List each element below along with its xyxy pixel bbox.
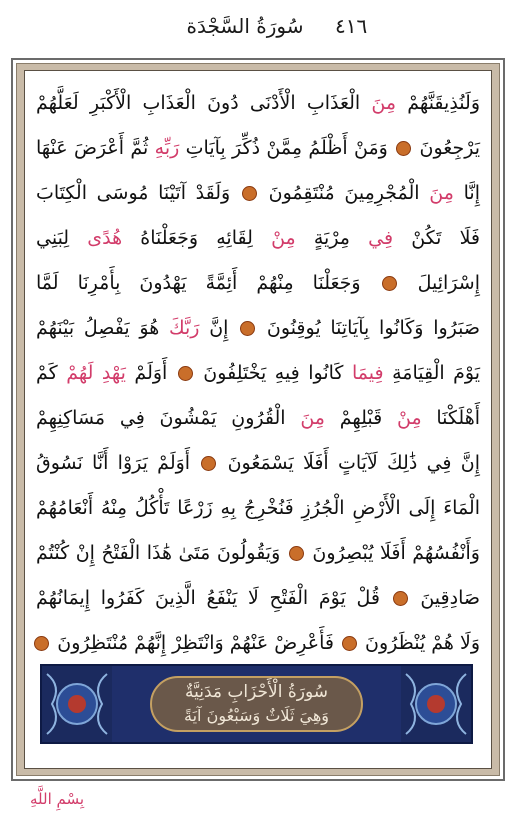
ayah-end-marker-icon bbox=[342, 636, 357, 651]
verse-text: مِرْيَةٍ bbox=[295, 227, 369, 249]
verse-text: الْمَاءَ إِلَى الْأَرْضِ الْجُرُزِ فَنُخْرِجُ بِهِ زَرْعًا تَأْكُلُ مِنْهُ أَنْعَامُهُمْ bbox=[36, 497, 480, 519]
next-surah-title: سُورَةُ الْأَحْزَابِ مَدَنِيَّةٌ bbox=[185, 682, 328, 702]
verse-line bbox=[36, 125, 480, 171]
highlighted-word: مِنَ bbox=[429, 182, 454, 204]
verse-line bbox=[36, 170, 480, 216]
verse-text: إِنَّا bbox=[453, 182, 480, 204]
ayah-end-marker-icon bbox=[396, 141, 411, 156]
highlighted-word: رَبِّهِ bbox=[154, 137, 180, 159]
highlighted-word: فِيمَا bbox=[351, 362, 384, 384]
ayah-end-marker-icon bbox=[240, 321, 255, 336]
verse-text: صَبَرُوا وَكَانُوا بِآيَاتِنَا يُوقِنُونَ bbox=[257, 317, 480, 339]
verse-text: وَمَنْ أَظْلَمُ مِمَّنْ ذُكِّرَ بِآيَاتِ bbox=[179, 137, 395, 159]
highlighted-word: فِي bbox=[368, 227, 394, 249]
verse-line bbox=[36, 350, 480, 396]
ayah-end-marker-icon bbox=[34, 636, 49, 651]
ayah-end-marker-icon bbox=[201, 456, 216, 471]
verse-text: صَادِقِينَ bbox=[409, 587, 480, 609]
ayah-end-marker-icon bbox=[382, 276, 397, 291]
verse-line bbox=[36, 575, 480, 621]
verse-text: إِسْرَائِيلَ bbox=[398, 272, 480, 294]
verse-text: فَأَعْرِضْ عَنْهُمْ وَانْتَظِرْ إِنَّهُمْ مُنْتَظِرُونَ bbox=[51, 632, 340, 654]
highlighted-word: مِنَ bbox=[371, 92, 397, 114]
verse-text: كَمْ bbox=[36, 362, 67, 384]
page-number: ٤١٦ bbox=[335, 14, 368, 38]
highlighted-word: مِنْ bbox=[271, 227, 296, 249]
verse-line bbox=[36, 530, 480, 576]
highlighted-word: مِنْ bbox=[397, 407, 422, 429]
verse-text: وَلَنُذِيقَنَّهُمْ bbox=[396, 92, 480, 114]
next-surah-banner bbox=[40, 664, 473, 744]
next-surah-subtitle: وَهِيَ ثَلَاثٌ وَسَبْعُونَ آيَةً bbox=[184, 706, 329, 725]
highlighted-word: يَهْدِ لَهُمْ bbox=[66, 362, 126, 384]
verse-text: يَوْمَ الْقِيَامَةِ bbox=[383, 362, 481, 384]
verse-text: قُلْ يَوْمَ الْفَتْحِ لَا يَنْفَعُ الَّذِينَ كَفَرُوا إِيمَانُهُمْ bbox=[36, 587, 391, 609]
verse-text: الْمُجْرِمِينَ مُنْتَقِمُونَ bbox=[258, 182, 430, 204]
verse-text: الْقُرُونِ يَمْشُونَ فِي مَسَاكِنِهِمْ bbox=[36, 407, 301, 429]
verse-text: وَلَقَدْ آتَيْنَا مُوسَى الْكِتَابَ bbox=[36, 182, 240, 204]
floral-ornament-right bbox=[401, 666, 471, 742]
verse-line bbox=[36, 305, 480, 351]
verse-line bbox=[36, 620, 480, 666]
verse-text: يَرْجِعُونَ bbox=[413, 137, 480, 159]
verse-text: هُوَ يَفْصِلُ بَيْنَهُمْ bbox=[36, 317, 169, 339]
ayah-end-marker-icon bbox=[393, 591, 408, 606]
verse-text: الْعَذَابِ الْأَدْنَى دُونَ الْعَذَابِ الْأَكْبَرِ لَعَلَّهُمْ bbox=[36, 92, 372, 114]
verse-text: وَأَنْفُسُهُمْ أَفَلَا يُبْصِرُونَ bbox=[305, 542, 480, 564]
verse-line bbox=[36, 485, 480, 531]
ayah-end-marker-icon bbox=[289, 546, 304, 561]
verse-text: وَجَعَلْنَا مِنْهُمْ أَئِمَّةً يَهْدُونَ بِأَمْرِنَا لَمَّا bbox=[36, 272, 380, 294]
verse-text: أَوَلَمْ bbox=[125, 362, 176, 384]
verse-line bbox=[36, 260, 480, 306]
highlighted-word: هُدًى bbox=[87, 227, 123, 249]
verse-text: وَيَقُولُونَ مَتَىٰ هَٰذَا الْفَتْحُ إِنْ كُنْتُمْ bbox=[36, 542, 287, 564]
verse-text: لِقَائِهِ وَجَعَلْنَاهُ bbox=[122, 227, 272, 249]
verse-line bbox=[36, 80, 480, 126]
verse-text: أَهْلَكْنَا bbox=[421, 407, 480, 429]
verse-text-area bbox=[30, 76, 486, 662]
verse-text: قَبْلِهِمْ bbox=[324, 407, 397, 429]
banner-cartouche bbox=[150, 676, 363, 732]
verse-text: وَلَا هُمْ يُنْظَرُونَ bbox=[358, 632, 480, 654]
verse-line bbox=[36, 395, 480, 441]
ayah-end-marker-icon bbox=[242, 186, 257, 201]
verse-text: لِبَنِي bbox=[36, 227, 88, 249]
verse-text: إِنَّ bbox=[199, 317, 239, 339]
ayah-end-marker-icon bbox=[178, 366, 193, 381]
verse-text: كَانُوا فِيهِ يَخْتَلِفُونَ bbox=[194, 362, 352, 384]
verse-line bbox=[36, 440, 480, 486]
page-header bbox=[0, 0, 518, 58]
verse-text: إِنَّ فِي ذَٰلِكَ لَآيَاتٍ أَفَلَا يَسْمَعُونَ bbox=[218, 452, 480, 474]
verse-text: ثُمَّ أَعْرَضَ عَنْهَا bbox=[36, 137, 155, 159]
verse-line bbox=[36, 215, 480, 261]
highlighted-word: رَبَّكَ bbox=[168, 317, 200, 339]
surah-title: سُورَةُ السَّجْدَة bbox=[186, 14, 304, 38]
floral-ornament-left bbox=[42, 666, 112, 742]
basmala-catchword: بِسْمِ اللَّهِ bbox=[30, 790, 85, 808]
verse-text: فَلَا تَكُنْ bbox=[393, 227, 480, 249]
highlighted-word: مِنَ bbox=[300, 407, 325, 429]
verse-text: أَوَلَمْ يَرَوْا أَنَّا نَسُوقُ bbox=[36, 452, 200, 474]
